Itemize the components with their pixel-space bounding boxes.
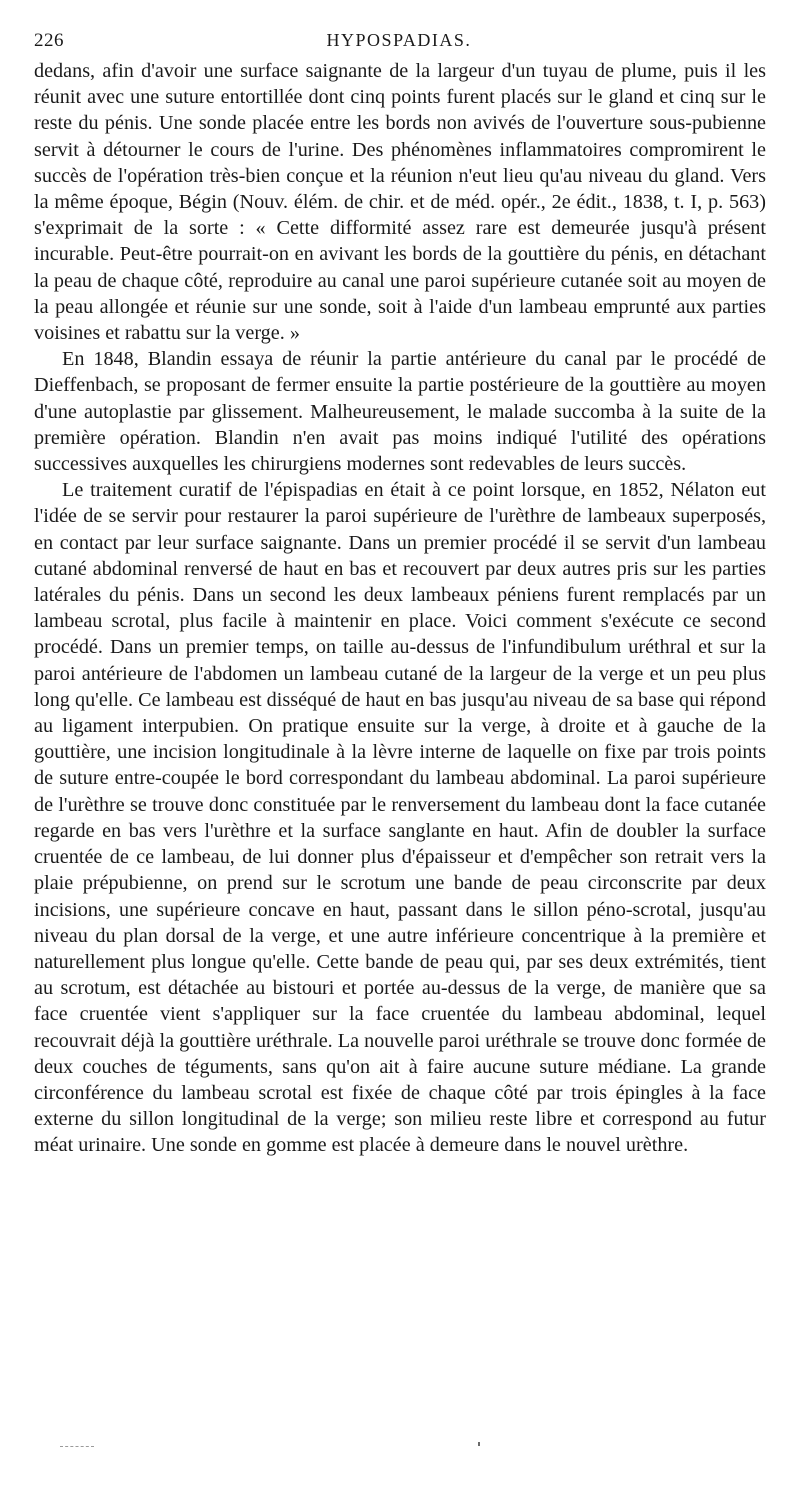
- paragraph-blandin: En 1848, Blandin essaya de réunir la partie antérieure du canal par le procédé de Dieffenbach, se proposant de fermer ensuite la partie postérieure de la gouttière au moyen d'une autoplastie par glissement. Malheureusement, le malade succomba à la suite de la première opération. Blandin n'en avait pas moins indiqué l'utilité des opérations successives auxquelles les chirurgiens modernes sont redevables de leurs succès.: [34, 348, 766, 476]
- page-header: [34, 30, 764, 54]
- printer-dot-mark: [478, 1442, 480, 1446]
- page-number: 226: [34, 30, 64, 51]
- footer-marks: [60, 1442, 500, 1452]
- paragraph-nelaton: Le traitement curatif de l'épispadias en était à ce point lorsque, en 1852, Nélaton eut l'idée de se servir pour restaurer la paroi supérieure de l'urèthre de lambeaux superposés, en contact par leur surface saignante. Dans un premier procédé il se servit d'un lambeau cutané abdominal renversé de haut en bas et recouvert par deux autres pris sur les parties latérales du pénis. Dans un second les deux lambeaux péniens furent remplacés par un lambeau scrotal, plus facile à maintenir en place. Voici comment s'exécute ce second procédé. Dans un premier temps, on taille au-dessus de l'infundibulum uréthral et sur la paroi antérieure de l'abdomen un lambeau cutané de la largeur de la verge et un peu plus long qu'elle. Ce lambeau est disséqué de haut en bas jusqu'au niveau de sa base qui répond au ligament interpubien. On pratique ensuite sur la verge, à droite et à gauche de la gouttière, une incision longitudinale à la lèvre interne de laquelle on fixe par trois points de suture entre-coupée le bord correspondant du lambeau abdominal. La paroi supérieure de l'urèthre se trouve donc constituée par le renversement du lambeau dont la face cutanée regarde en bas vers l'urèthre et la surface sanglante en haut. Afin de doubler la surface cruentée de ce lambeau, de lui donner plus d'épaisseur et d'empêcher son retrait vers la plaie prépubienne, on prend sur le scrotum une bande de peau circonscrite par deux incisions, une supérieure concave en haut, passant dans le sillon péno-scrotal, jusqu'au niveau du plan dorsal de la verge, et une autre inférieure concentrique à la première et naturellement plus longue qu'elle. Cette bande de peau qui, par ses deux extrémités, tient au scrotum, est détachée au bistouri et portée au-dessus de la verge, de manière que sa face cruentée vient s'appliquer sur la face cruentée du lambeau abdominal, lequel recouvrait déjà la gouttière uréthrale. La nouvelle paroi uréthrale se trouve donc formée de deux couches de téguments, sans qu'on ait à faire aucune suture médiane. La grande circonférence du lambeau scrotal est fixée de chaque côté par trois épingles à la face externe du sillon longitudinal de la verge; son milieu reste libre et correspond au futur méat urinaire. Une sonde en gomme est placée à demeure dans le nouvel urèthre.: [34, 479, 767, 1157]
- running-title: HYPOSPADIAS.: [326, 30, 472, 50]
- paragraph-continuation: dedans, afin d'avoir une surface saignante de la largeur d'un tuyau de plume, puis il les réunit avec une suture entortillée dont cinq points furent placés sur le gland et cinq sur le reste du pénis. Une sonde placée entre les bords non avivés de l'ouverture sous-pubienne servit à détourner le cours de l'urine. Des phénomènes inflammatoires compromirent le succès de l'opération très-bien conçue et la réunion n'eut lieu qu'au niveau du gland. Vers la même époque, Bégin (Nouv. élém. de chir. et de méd. opér., 2e édit., 1838, t. I, p. 563) s'exprimait de la sorte : « Cette difformité assez rare est demeurée jusqu'à présent incurable. Peut-être pourrait-on en avivant les bords de la gouttière du pénis, en détachant la peau de chaque côté, reproduire au canal une paroi supérieure cutanée soit au moyen de la peau allongée et réunie sur une sonde, soit à l'aide d'un lambeau emprunté aux parties voisines et rabattu sur la verge. »: [34, 60, 766, 345]
- body-text: [34, 58, 766, 1159]
- printer-dash-mark: [60, 1446, 94, 1447]
